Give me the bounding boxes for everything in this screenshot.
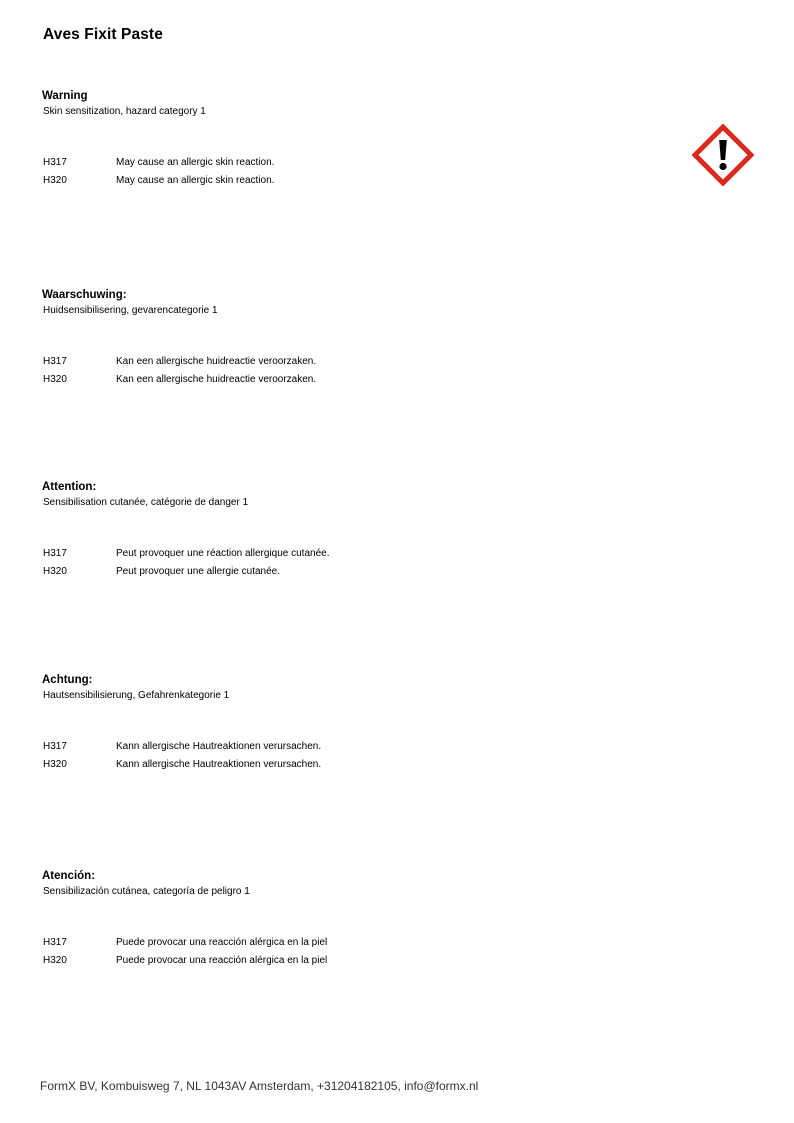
hazard-statement [42, 545, 642, 563]
hazard-statements [42, 353, 642, 388]
hazard-statement [42, 154, 642, 172]
exclamation-mark-icon [692, 124, 754, 186]
hazard-section-en [42, 89, 642, 189]
hazard-statement [42, 934, 642, 952]
hazard-text: May cause an allergic skin reaction. [116, 174, 275, 186]
hazard-statements [42, 154, 642, 189]
hazard-text: Kann allergische Hautreaktionen verursachen. [116, 741, 322, 752]
hazard-code: H317 [43, 356, 67, 367]
hazard-statement [42, 563, 642, 581]
hazard-code: H320 [43, 758, 67, 770]
footer-contact: FormX BV, Kombuisweg 7, NL 1043AV Amsterdam, +31204182105, info@formx.nl [40, 1079, 479, 1093]
hazard-category: Sensibilización cutánea, categoría de peligro 1 [43, 886, 250, 897]
hazard-code: H320 [43, 174, 67, 186]
hazard-statements [42, 545, 642, 580]
hazard-statement [42, 353, 642, 371]
hazard-statement [42, 756, 642, 774]
hazard-code: H317 [43, 157, 67, 168]
hazard-text: Puede provocar una reacción alérgica en la piel [116, 937, 328, 948]
hazard-code: H317 [43, 937, 67, 948]
hazard-text: Puede provocar una reacción alérgica en la piel [116, 954, 328, 966]
hazard-code: H320 [43, 565, 67, 577]
hazard-category: Hautsensibilisierung, Gefahrenkategorie 1 [43, 690, 230, 701]
hazard-text: Peut provoquer une allergie cutanée. [116, 565, 281, 577]
hazard-section-de [42, 673, 642, 773]
hazard-text: Kann allergische Hautreaktionen verursachen. [116, 758, 322, 770]
hazard-code: H320 [43, 373, 67, 385]
document-title: Aves Fixit Paste [43, 26, 163, 43]
signal-word: Attention: [42, 481, 97, 493]
hazard-text: Kan een allergische huidreactie veroorzaken. [116, 356, 317, 367]
signal-word: Warning [42, 90, 88, 102]
hazard-statements [42, 934, 642, 969]
hazard-text: May cause an allergic skin reaction. [116, 157, 275, 168]
hazard-category: Sensibilisation cutanée, catégorie de danger 1 [43, 497, 249, 508]
hazard-code: H317 [43, 548, 67, 559]
hazard-statements [42, 738, 642, 773]
hazard-section-fr [42, 480, 642, 580]
hazard-statement [42, 172, 642, 190]
hazard-section-nl [42, 288, 642, 388]
signal-word: Achtung: [42, 674, 93, 686]
hazard-code: H320 [43, 954, 67, 966]
hazard-statement [42, 952, 642, 970]
hazard-category: Skin sensitization, hazard category 1 [43, 106, 206, 117]
hazard-statement [42, 738, 642, 756]
hazard-text: Peut provoquer une réaction allergique cutanée. [116, 548, 330, 559]
hazard-text: Kan een allergische huidreactie veroorzaken. [116, 373, 317, 385]
signal-word: Waarschuwing: [42, 289, 127, 301]
hazard-code: H317 [43, 741, 67, 752]
hazard-category: Huidsensibilisering, gevarencategorie 1 [43, 305, 218, 316]
hazard-section-es [42, 869, 642, 969]
signal-word: Atención: [42, 870, 96, 882]
hazard-statement [42, 371, 642, 389]
